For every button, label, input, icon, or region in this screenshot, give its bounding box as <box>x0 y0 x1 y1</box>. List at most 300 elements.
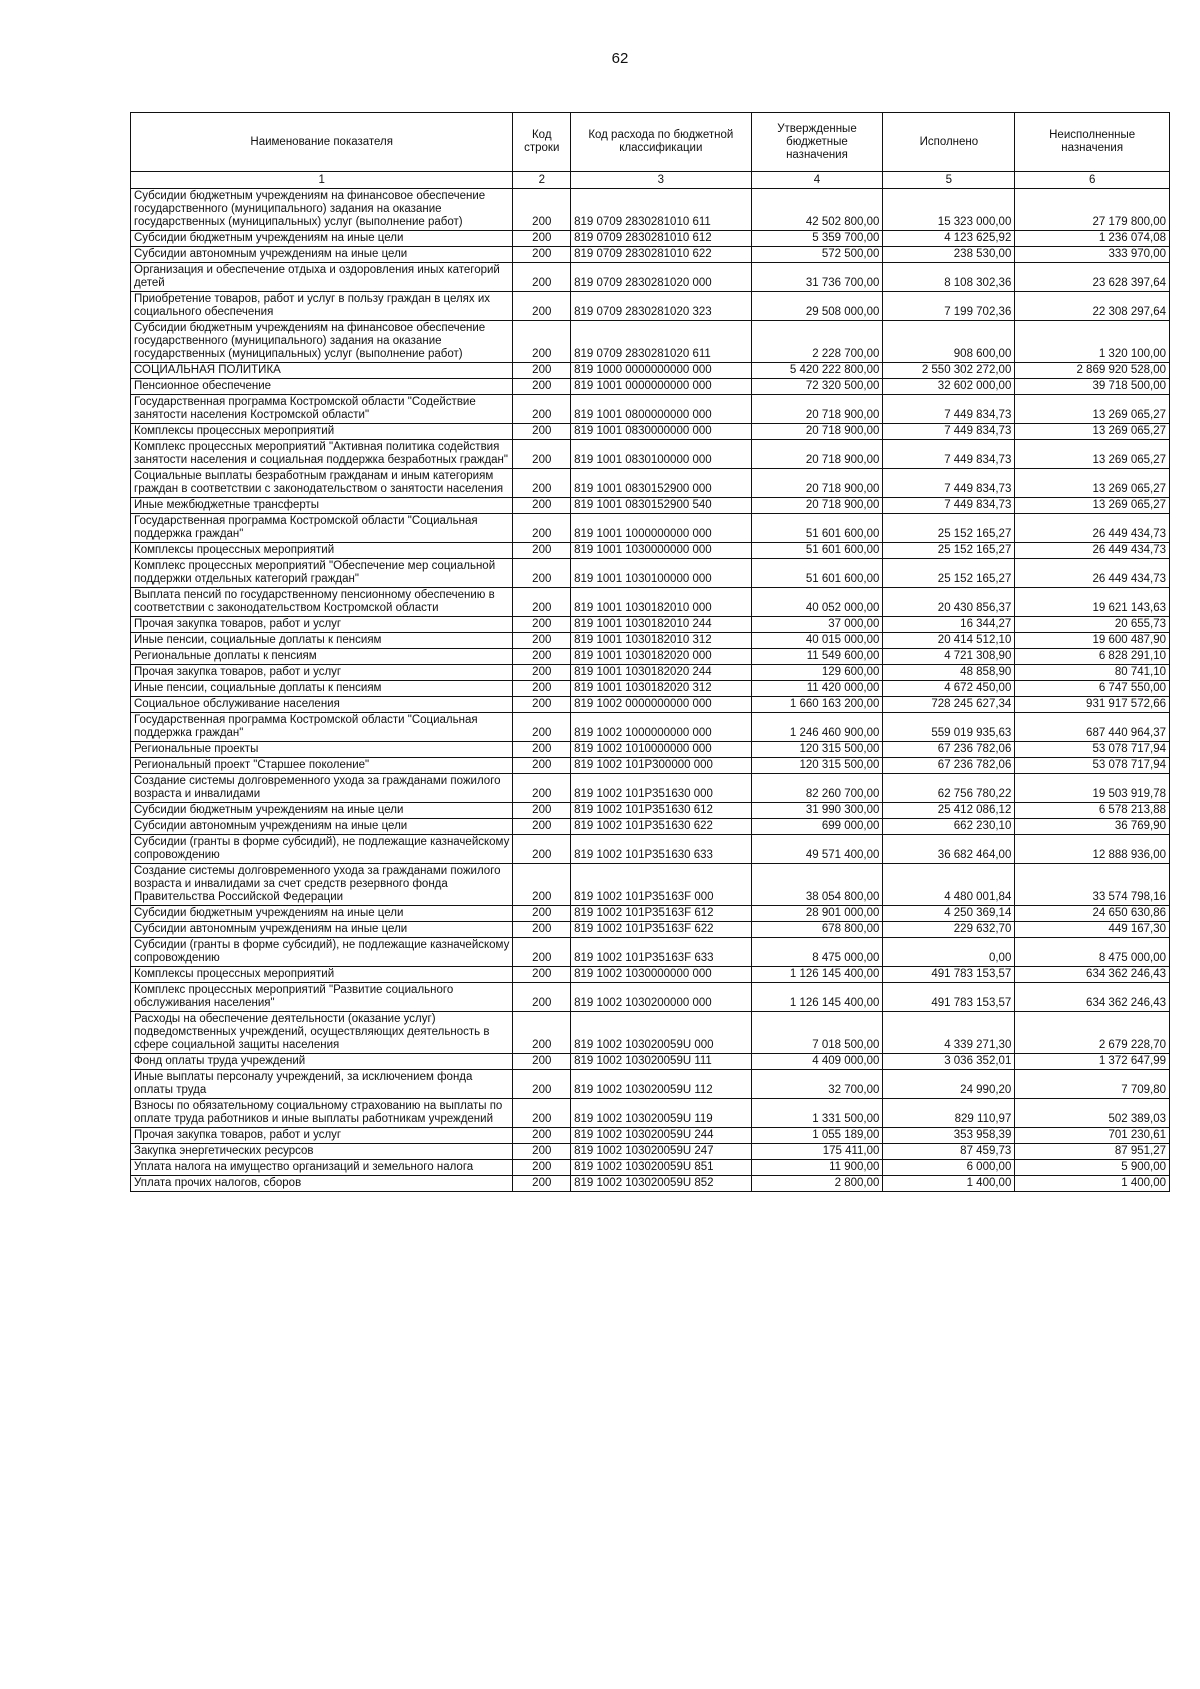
table-row <box>131 938 1170 967</box>
row-executed: 62 756 780,22 <box>883 774 1015 803</box>
row-unexecuted: 6 828 291,10 <box>1015 649 1170 665</box>
row-name: Расходы на обеспечение деятельности (оказание услуг) подведомственных учреждений, осуществляющих деятельность в сфере социальной защиты населения <box>131 1012 513 1054</box>
row-name: Региональные доплаты к пенсиям <box>131 649 513 665</box>
row-approved: 699 000,00 <box>751 819 883 835</box>
row-executed: 25 152 165,27 <box>883 514 1015 543</box>
row-code: 200 <box>513 697 571 713</box>
row-unexecuted: 449 167,30 <box>1015 922 1170 938</box>
row-name: Организация и обеспечение отдыха и оздоровления иных категорий детей <box>131 263 513 292</box>
row-classification: 819 1001 1030100000 000 <box>571 559 751 588</box>
row-classification: 819 1002 101P35163F 633 <box>571 938 751 967</box>
row-approved: 20 718 900,00 <box>751 424 883 440</box>
row-name: СОЦИАЛЬНАЯ ПОЛИТИКА <box>131 363 513 379</box>
header-numbers-row <box>131 172 1170 189</box>
table-row <box>131 906 1170 922</box>
row-approved: 38 054 800,00 <box>751 864 883 906</box>
row-unexecuted: 701 230,61 <box>1015 1128 1170 1144</box>
row-classification: 819 1001 1030182010 312 <box>571 633 751 649</box>
row-classification: 819 1002 103020059U 112 <box>571 1070 751 1099</box>
row-unexecuted: 19 621 143,63 <box>1015 588 1170 617</box>
row-executed: 32 602 000,00 <box>883 379 1015 395</box>
row-classification: 819 1002 1030200000 000 <box>571 983 751 1012</box>
row-name: Субсидии (гранты в форме субсидий), не подлежащие казначейскому сопровождению <box>131 835 513 864</box>
table-row <box>131 231 1170 247</box>
row-executed: 48 858,90 <box>883 665 1015 681</box>
row-executed: 7 449 834,73 <box>883 498 1015 514</box>
table-row <box>131 835 1170 864</box>
row-executed: 4 339 271,30 <box>883 1012 1015 1054</box>
row-unexecuted: 13 269 065,27 <box>1015 469 1170 498</box>
row-code: 200 <box>513 395 571 424</box>
row-unexecuted: 20 655,73 <box>1015 617 1170 633</box>
row-executed: 4 123 625,92 <box>883 231 1015 247</box>
row-executed: 25 152 165,27 <box>883 543 1015 559</box>
table-row <box>131 321 1170 363</box>
row-approved: 1 126 145 400,00 <box>751 983 883 1012</box>
row-unexecuted: 24 650 630,86 <box>1015 906 1170 922</box>
row-executed: 20 414 512,10 <box>883 633 1015 649</box>
row-name: Комплексы процессных мероприятий <box>131 543 513 559</box>
row-classification: 819 0709 2830281020 611 <box>571 321 751 363</box>
row-executed: 491 783 153,57 <box>883 967 1015 983</box>
row-name: Приобретение товаров, работ и услуг в пользу граждан в целях их социального обеспечения <box>131 292 513 321</box>
row-code: 200 <box>513 469 571 498</box>
row-code: 200 <box>513 681 571 697</box>
row-approved: 32 700,00 <box>751 1070 883 1099</box>
row-code: 200 <box>513 1160 571 1176</box>
page-number: 62 <box>611 50 629 67</box>
row-executed: 229 632,70 <box>883 922 1015 938</box>
row-unexecuted: 5 900,00 <box>1015 1160 1170 1176</box>
row-code: 200 <box>513 742 571 758</box>
row-classification: 819 0709 2830281010 622 <box>571 247 751 263</box>
row-classification: 819 1002 103020059U 111 <box>571 1054 751 1070</box>
row-executed: 24 990,20 <box>883 1070 1015 1099</box>
table-row <box>131 617 1170 633</box>
table-row <box>131 1099 1170 1128</box>
table-row <box>131 440 1170 469</box>
row-classification: 819 1001 1030182010 000 <box>571 588 751 617</box>
row-unexecuted: 1 236 074,08 <box>1015 231 1170 247</box>
row-approved: 51 601 600,00 <box>751 543 883 559</box>
table-row <box>131 379 1170 395</box>
row-approved: 20 718 900,00 <box>751 469 883 498</box>
row-name: Иные пенсии, социальные доплаты к пенсиям <box>131 681 513 697</box>
row-name: Субсидии (гранты в форме субсидий), не подлежащие казначейскому сопровождению <box>131 938 513 967</box>
row-approved: 1 126 145 400,00 <box>751 967 883 983</box>
row-classification: 819 1002 0000000000 000 <box>571 697 751 713</box>
row-name: Региональные проекты <box>131 742 513 758</box>
row-code: 200 <box>513 514 571 543</box>
row-approved: 7 018 500,00 <box>751 1012 883 1054</box>
row-executed: 67 236 782,06 <box>883 758 1015 774</box>
row-unexecuted: 634 362 246,43 <box>1015 983 1170 1012</box>
row-approved: 120 315 500,00 <box>751 742 883 758</box>
row-approved: 20 718 900,00 <box>751 440 883 469</box>
table-row <box>131 967 1170 983</box>
row-unexecuted: 13 269 065,27 <box>1015 424 1170 440</box>
row-unexecuted: 7 709,80 <box>1015 1070 1170 1099</box>
table-row <box>131 697 1170 713</box>
row-classification: 819 1002 103020059U 247 <box>571 1144 751 1160</box>
row-classification: 819 1002 103020059U 119 <box>571 1099 751 1128</box>
row-unexecuted: 6 578 213,88 <box>1015 803 1170 819</box>
row-unexecuted: 333 970,00 <box>1015 247 1170 263</box>
row-name: Уплата налога на имущество организаций и земельного налога <box>131 1160 513 1176</box>
row-executed: 491 783 153,57 <box>883 983 1015 1012</box>
table-row <box>131 498 1170 514</box>
row-classification: 819 1002 101P351630 612 <box>571 803 751 819</box>
row-approved: 129 600,00 <box>751 665 883 681</box>
row-executed: 7 449 834,73 <box>883 469 1015 498</box>
row-approved: 1 055 189,00 <box>751 1128 883 1144</box>
row-executed: 4 250 369,14 <box>883 906 1015 922</box>
row-code: 200 <box>513 1144 571 1160</box>
row-executed: 25 152 165,27 <box>883 559 1015 588</box>
row-approved: 5 359 700,00 <box>751 231 883 247</box>
row-code: 200 <box>513 559 571 588</box>
table-row <box>131 803 1170 819</box>
row-code: 200 <box>513 758 571 774</box>
row-unexecuted: 931 917 572,66 <box>1015 697 1170 713</box>
row-unexecuted: 6 747 550,00 <box>1015 681 1170 697</box>
row-executed: 87 459,73 <box>883 1144 1015 1160</box>
table-row <box>131 819 1170 835</box>
row-unexecuted: 687 440 964,37 <box>1015 713 1170 742</box>
row-code: 200 <box>513 292 571 321</box>
row-classification: 819 1002 1000000000 000 <box>571 713 751 742</box>
row-approved: 40 015 000,00 <box>751 633 883 649</box>
row-executed: 7 449 834,73 <box>883 395 1015 424</box>
row-code: 200 <box>513 379 571 395</box>
row-code: 200 <box>513 864 571 906</box>
header-approved: Утвержденные бюджетные назначения <box>751 113 883 172</box>
row-unexecuted: 80 741,10 <box>1015 665 1170 681</box>
header-number: 1 <box>131 172 513 189</box>
row-executed: 36 682 464,00 <box>883 835 1015 864</box>
row-unexecuted: 26 449 434,73 <box>1015 514 1170 543</box>
row-code: 200 <box>513 835 571 864</box>
header-classification: Код расхода по бюджетной классификации <box>571 113 751 172</box>
row-name: Взносы по обязательному социальному страхованию на выплаты по оплате труда работников и иные выплаты работникам учреждений <box>131 1099 513 1128</box>
row-approved: 82 260 700,00 <box>751 774 883 803</box>
row-executed: 4 672 450,00 <box>883 681 1015 697</box>
table-row <box>131 922 1170 938</box>
row-classification: 819 1002 101P351630 000 <box>571 774 751 803</box>
row-executed: 662 230,10 <box>883 819 1015 835</box>
row-approved: 40 052 000,00 <box>751 588 883 617</box>
row-executed: 829 110,97 <box>883 1099 1015 1128</box>
row-executed: 8 108 302,36 <box>883 263 1015 292</box>
row-classification: 819 1002 1010000000 000 <box>571 742 751 758</box>
row-approved: 20 718 900,00 <box>751 498 883 514</box>
row-code: 200 <box>513 263 571 292</box>
row-classification: 819 1002 101P351630 622 <box>571 819 751 835</box>
row-unexecuted: 8 475 000,00 <box>1015 938 1170 967</box>
row-approved: 120 315 500,00 <box>751 758 883 774</box>
row-unexecuted: 634 362 246,43 <box>1015 967 1170 983</box>
row-code: 200 <box>513 1012 571 1054</box>
row-name: Региональный проект "Старшее поколение" <box>131 758 513 774</box>
row-name: Субсидии бюджетным учреждениям на финансовое обеспечение государственного (муниципального) задания на оказание государственных (муниципальных) услуг (выполнение работ) <box>131 189 513 231</box>
row-name: Прочая закупка товаров, работ и услуг <box>131 665 513 681</box>
table-row <box>131 681 1170 697</box>
row-name: Субсидии автономным учреждениям на иные цели <box>131 922 513 938</box>
row-unexecuted: 502 389,03 <box>1015 1099 1170 1128</box>
table-row <box>131 514 1170 543</box>
row-classification: 819 1000 0000000000 000 <box>571 363 751 379</box>
row-code: 200 <box>513 588 571 617</box>
row-executed: 4 480 001,84 <box>883 864 1015 906</box>
header-number: 6 <box>1015 172 1170 189</box>
row-approved: 4 409 000,00 <box>751 1054 883 1070</box>
row-unexecuted: 13 269 065,27 <box>1015 440 1170 469</box>
row-code: 200 <box>513 1099 571 1128</box>
row-code: 200 <box>513 665 571 681</box>
row-classification: 819 1001 1030000000 000 <box>571 543 751 559</box>
row-name: Фонд оплаты труда учреждений <box>131 1054 513 1070</box>
row-code: 200 <box>513 713 571 742</box>
row-classification: 819 1002 101P35163F 000 <box>571 864 751 906</box>
row-unexecuted: 1 320 100,00 <box>1015 321 1170 363</box>
row-unexecuted: 27 179 800,00 <box>1015 189 1170 231</box>
row-executed: 238 530,00 <box>883 247 1015 263</box>
row-executed: 67 236 782,06 <box>883 742 1015 758</box>
row-executed: 2 550 302 272,00 <box>883 363 1015 379</box>
header-row <box>131 113 1170 172</box>
row-classification: 819 1002 101P35163F 612 <box>571 906 751 922</box>
header-name: Наименование показателя <box>131 113 513 172</box>
table-row <box>131 469 1170 498</box>
row-unexecuted: 22 308 297,64 <box>1015 292 1170 321</box>
header-code: Код строки <box>513 113 571 172</box>
row-name: Иные выплаты персоналу учреждений, за исключением фонда оплаты труда <box>131 1070 513 1099</box>
row-classification: 819 1002 103020059U 244 <box>571 1128 751 1144</box>
row-classification: 819 1002 101P300000 000 <box>571 758 751 774</box>
row-name: Комплексы процессных мероприятий <box>131 967 513 983</box>
table-row <box>131 1070 1170 1099</box>
row-name: Прочая закупка товаров, работ и услуг <box>131 617 513 633</box>
row-executed: 20 430 856,37 <box>883 588 1015 617</box>
row-approved: 2 800,00 <box>751 1176 883 1192</box>
header-number: 5 <box>883 172 1015 189</box>
row-code: 200 <box>513 617 571 633</box>
row-approved: 42 502 800,00 <box>751 189 883 231</box>
row-unexecuted: 1 372 647,99 <box>1015 1054 1170 1070</box>
header-number: 2 <box>513 172 571 189</box>
table-row <box>131 1144 1170 1160</box>
row-code: 200 <box>513 1070 571 1099</box>
row-unexecuted: 23 628 397,64 <box>1015 263 1170 292</box>
row-executed: 4 721 308,90 <box>883 649 1015 665</box>
row-executed: 728 245 627,34 <box>883 697 1015 713</box>
row-name: Субсидии бюджетным учреждениям на финансовое обеспечение государственного (муниципального) задания на оказание государственных (муниципальных) услуг (выполнение работ) <box>131 321 513 363</box>
row-name: Субсидии автономным учреждениям на иные цели <box>131 247 513 263</box>
row-unexecuted: 19 503 919,78 <box>1015 774 1170 803</box>
row-code: 200 <box>513 189 571 231</box>
table-row <box>131 774 1170 803</box>
row-code: 200 <box>513 922 571 938</box>
row-executed: 16 344,27 <box>883 617 1015 633</box>
row-code: 200 <box>513 1128 571 1144</box>
row-unexecuted: 19 600 487,90 <box>1015 633 1170 649</box>
row-name: Субсидии бюджетным учреждениям на иные цели <box>131 231 513 247</box>
row-unexecuted: 2 869 920 528,00 <box>1015 363 1170 379</box>
row-executed: 7 199 702,36 <box>883 292 1015 321</box>
row-unexecuted: 1 400,00 <box>1015 1176 1170 1192</box>
row-name: Иные пенсии, социальные доплаты к пенсиям <box>131 633 513 649</box>
row-name: Создание системы долговременного ухода за гражданами пожилого возраста и инвалидами за счет средств резервного фонда Правительства Российской Федерации <box>131 864 513 906</box>
row-name: Создание системы долговременного ухода за гражданами пожилого возраста и инвалидами <box>131 774 513 803</box>
row-name: Государственная программа Костромской области "Содействие занятости населения Костромской области" <box>131 395 513 424</box>
row-approved: 20 718 900,00 <box>751 395 883 424</box>
row-approved: 51 601 600,00 <box>751 559 883 588</box>
row-executed: 353 958,39 <box>883 1128 1015 1144</box>
row-name: Комплекс процессных мероприятий "Активная политика содействия занятости населения и социальная поддержка безработных граждан" <box>131 440 513 469</box>
row-code: 200 <box>513 819 571 835</box>
row-code: 200 <box>513 363 571 379</box>
row-name: Субсидии бюджетным учреждениям на иные цели <box>131 906 513 922</box>
row-name: Пенсионное обеспечение <box>131 379 513 395</box>
table-row <box>131 665 1170 681</box>
row-approved: 31 736 700,00 <box>751 263 883 292</box>
row-name: Государственная программа Костромской области "Социальная поддержка граждан" <box>131 514 513 543</box>
row-approved: 8 475 000,00 <box>751 938 883 967</box>
row-name: Закупка энергетических ресурсов <box>131 1144 513 1160</box>
table-row <box>131 363 1170 379</box>
row-code: 200 <box>513 803 571 819</box>
row-code: 200 <box>513 1176 571 1192</box>
row-approved: 5 420 222 800,00 <box>751 363 883 379</box>
table-row <box>131 1160 1170 1176</box>
table-row <box>131 758 1170 774</box>
table-row <box>131 713 1170 742</box>
row-name: Социальные выплаты безработным гражданам и иным категориям граждан в соответствии с законодательством о занятости населения <box>131 469 513 498</box>
row-classification: 819 1001 1030182020 244 <box>571 665 751 681</box>
row-approved: 2 228 700,00 <box>751 321 883 363</box>
row-approved: 37 000,00 <box>751 617 883 633</box>
row-classification: 819 1002 103020059U 852 <box>571 1176 751 1192</box>
row-code: 200 <box>513 1054 571 1070</box>
table-row <box>131 1128 1170 1144</box>
row-approved: 1 660 163 200,00 <box>751 697 883 713</box>
row-approved: 678 800,00 <box>751 922 883 938</box>
row-approved: 1 246 460 900,00 <box>751 713 883 742</box>
row-code: 200 <box>513 938 571 967</box>
row-classification: 819 1001 0830000000 000 <box>571 424 751 440</box>
row-classification: 819 1002 101P351630 633 <box>571 835 751 864</box>
row-executed: 1 400,00 <box>883 1176 1015 1192</box>
row-code: 200 <box>513 424 571 440</box>
row-classification: 819 0709 2830281020 000 <box>571 263 751 292</box>
row-name: Комплексы процессных мероприятий <box>131 424 513 440</box>
row-executed: 0,00 <box>883 938 1015 967</box>
row-name: Комплекс процессных мероприятий "Обеспечение мер социальной поддержки отдельных категорий граждан" <box>131 559 513 588</box>
row-executed: 6 000,00 <box>883 1160 1015 1176</box>
row-code: 200 <box>513 543 571 559</box>
table-body <box>131 189 1170 1192</box>
table-row <box>131 424 1170 440</box>
row-code: 200 <box>513 983 571 1012</box>
row-code: 200 <box>513 321 571 363</box>
row-classification: 819 1001 0830152900 540 <box>571 498 751 514</box>
row-approved: 1 331 500,00 <box>751 1099 883 1128</box>
row-unexecuted: 53 078 717,94 <box>1015 758 1170 774</box>
header-unexecuted: Неисполненные назначения <box>1015 113 1170 172</box>
header-number: 4 <box>751 172 883 189</box>
row-code: 200 <box>513 440 571 469</box>
row-unexecuted: 39 718 500,00 <box>1015 379 1170 395</box>
row-approved: 572 500,00 <box>751 247 883 263</box>
row-executed: 15 323 000,00 <box>883 189 1015 231</box>
row-unexecuted: 26 449 434,73 <box>1015 543 1170 559</box>
row-executed: 559 019 935,63 <box>883 713 1015 742</box>
row-classification: 819 1001 0830100000 000 <box>571 440 751 469</box>
row-name: Прочая закупка товаров, работ и услуг <box>131 1128 513 1144</box>
table-row <box>131 559 1170 588</box>
row-executed: 7 449 834,73 <box>883 440 1015 469</box>
row-classification: 819 1001 1030182020 000 <box>571 649 751 665</box>
row-name: Субсидии автономным учреждениям на иные цели <box>131 819 513 835</box>
row-approved: 49 571 400,00 <box>751 835 883 864</box>
row-executed: 25 412 086,12 <box>883 803 1015 819</box>
header-number: 3 <box>571 172 751 189</box>
row-approved: 11 420 000,00 <box>751 681 883 697</box>
row-classification: 819 1002 103020059U 851 <box>571 1160 751 1176</box>
budget-execution-table <box>130 112 1170 1192</box>
row-unexecuted: 36 769,90 <box>1015 819 1170 835</box>
table-row <box>131 588 1170 617</box>
row-classification: 819 1001 1000000000 000 <box>571 514 751 543</box>
row-unexecuted: 33 574 798,16 <box>1015 864 1170 906</box>
row-name: Уплата прочих налогов, сборов <box>131 1176 513 1192</box>
row-unexecuted: 53 078 717,94 <box>1015 742 1170 758</box>
row-unexecuted: 13 269 065,27 <box>1015 498 1170 514</box>
row-unexecuted: 2 679 228,70 <box>1015 1012 1170 1054</box>
row-approved: 11 549 600,00 <box>751 649 883 665</box>
table-row <box>131 395 1170 424</box>
row-code: 200 <box>513 498 571 514</box>
row-approved: 175 411,00 <box>751 1144 883 1160</box>
row-code: 200 <box>513 649 571 665</box>
table-row <box>131 649 1170 665</box>
row-classification: 819 0709 2830281010 612 <box>571 231 751 247</box>
row-name: Комплекс процессных мероприятий "Развитие социального обслуживания населения" <box>131 983 513 1012</box>
row-name: Иные межбюджетные трансферты <box>131 498 513 514</box>
row-code: 200 <box>513 774 571 803</box>
row-unexecuted: 13 269 065,27 <box>1015 395 1170 424</box>
row-executed: 908 600,00 <box>883 321 1015 363</box>
row-name: Выплата пенсий по государственному пенсионному обеспечению в соответствии с законодательством Костромской области <box>131 588 513 617</box>
table-row <box>131 1012 1170 1054</box>
row-unexecuted: 26 449 434,73 <box>1015 559 1170 588</box>
table-row <box>131 247 1170 263</box>
row-approved: 28 901 000,00 <box>751 906 883 922</box>
table-row <box>131 543 1170 559</box>
row-code: 200 <box>513 633 571 649</box>
row-approved: 72 320 500,00 <box>751 379 883 395</box>
row-code: 200 <box>513 906 571 922</box>
row-code: 200 <box>513 231 571 247</box>
table-row <box>131 742 1170 758</box>
row-classification: 819 1002 101P35163F 622 <box>571 922 751 938</box>
row-classification: 819 1002 1030000000 000 <box>571 967 751 983</box>
table-row <box>131 983 1170 1012</box>
row-classification: 819 1001 0000000000 000 <box>571 379 751 395</box>
row-approved: 31 990 300,00 <box>751 803 883 819</box>
row-classification: 819 1001 1030182010 244 <box>571 617 751 633</box>
row-name: Государственная программа Костромской области "Социальная поддержка граждан" <box>131 713 513 742</box>
